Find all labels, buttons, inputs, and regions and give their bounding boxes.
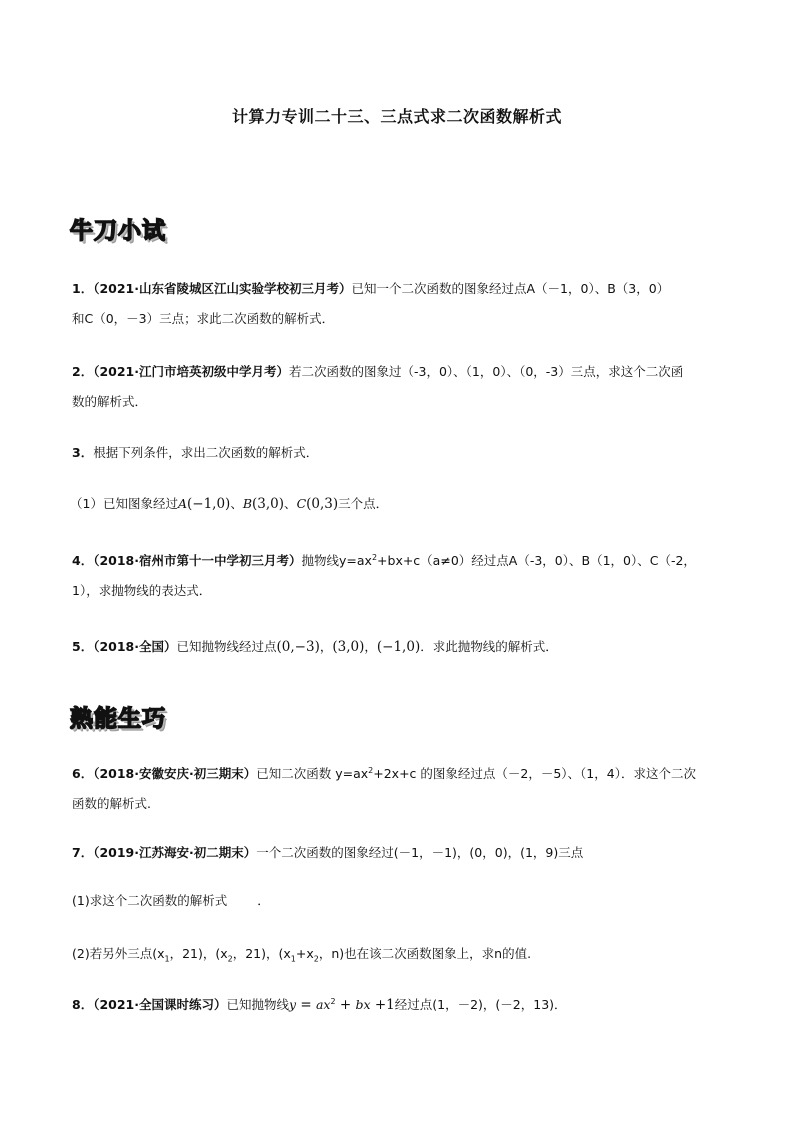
point-coordinates: (3,0) [252,496,285,512]
question-number: 2． [72,364,94,379]
section-heading-basic: 牛刀小试 [70,218,166,244]
question-text-end: 经过点(1，－2)，(－2，13)． [394,997,567,1012]
separator: 、 [284,496,297,511]
question-text: 已知抛物线经过点 [176,639,277,654]
part-text: (1)求这个二次函数的解析式 [72,893,228,908]
part-text: ，21)，(x [169,946,228,961]
question-3 [72,438,732,468]
question-4 [72,546,732,606]
question-8 [72,990,732,1020]
exponent: 2 [368,765,374,775]
question-text-end: ．求此抛物线的解析式． [420,639,558,654]
part-text: （1）已知图象经过 [70,496,178,511]
separator: ， [319,639,333,654]
question-7 [72,838,732,868]
question-2 [72,357,732,417]
part-text: ，21)，(x [232,946,291,961]
question-number: 7． [72,845,94,860]
question-text: +bx+c（a≠0）经过点A（-3，0）、B（1，0）、C（-2， [377,553,696,568]
exponent: 2 [330,996,336,1006]
part-text: ，n)也在该二次函数图象上，求n的值. [318,946,532,961]
point-label: B [242,496,253,511]
exponent: 2 [371,552,378,562]
point-coordinates: (0,3) [306,496,339,512]
question-1 [72,274,732,334]
question-number: 5． [72,639,94,654]
question-7-part-2 [72,939,732,969]
question-text: 已知一个二次函数的图象经过点A（－1，0）、B（3，0） [351,281,670,296]
question-number: 3． [72,445,94,460]
question-text: 根据下列条件，求出二次函数的解析式． [93,445,319,460]
question-6 [72,759,732,819]
question-number: 1． [72,281,94,296]
question-5 [72,632,732,662]
page-title: 计算力专训二十三、三点式求二次函数解析式 [231,107,562,126]
part-text: +x [295,946,314,961]
question-number: 4． [72,553,94,568]
question-text: 一个二次函数的图象经过(－1，－1)，(0，0)，(1，9)三点 [256,845,584,860]
question-text-continued: 和C（0，－3）三点；求此二次函数的解析式． [72,311,335,326]
question-source: （2018·宿州市第十一中学初三月考） [93,553,302,568]
point-coordinates: (3,0) [332,639,365,655]
point-coordinates: (0,−3) [276,639,320,655]
question-source: （2018·全国） [93,639,177,654]
point-coordinates: (−1,0) [376,639,421,655]
point-label: C [296,496,307,511]
question-source: （2019·江苏海安·初二期末） [93,845,257,860]
point-coordinates: (−1,0) [187,496,231,512]
question-7-part-1 [72,886,732,916]
part-text-end: ． [257,893,270,908]
equation-operator: = [296,997,316,1013]
point-label: A [177,496,187,511]
subscript: 1 [290,954,296,964]
separator: 、 [230,496,243,511]
question-text: 若二次函数的图象过（-3，0）、（1，0）、（0，-3）三点，求这个二次函 [289,364,684,379]
subscript: 1 [164,954,170,964]
question-text: 已知抛物线 [226,997,290,1012]
question-source: （2021·山东省陵城区江山实验学校初三月考） [93,281,352,296]
part-text: (2)若另外三点(x [72,946,165,961]
question-source: （2021·全国课时练习） [93,997,227,1012]
question-text-continued: 函数的解析式. [72,796,151,811]
question-text-continued: 1），求抛物线的表达式． [72,583,212,598]
equation-term: ax [315,997,331,1012]
section-heading-practice: 熟能生巧 [70,706,166,732]
equation-operator: + [335,997,356,1013]
question-number: 6． [72,766,94,781]
question-source: （2021·江门市培英初级中学月考） [93,364,289,379]
equation-term: bx [355,997,371,1012]
question-text-continued: 数的解析式． [72,394,148,409]
subscript: 2 [313,954,319,964]
question-text: 已知二次函数 y=ax [256,766,369,781]
equation-variable: y [289,997,297,1012]
question-text: +2x+c 的图象经过点（－2，－5）、（1，4）．求这个二次 [373,766,696,781]
question-source: （2018·安徽安庆·初三期末） [93,766,257,781]
question-3-part-1 [70,489,730,519]
subscript: 2 [227,954,233,964]
question-number: 8． [72,997,94,1012]
separator: ， [364,639,377,654]
question-text: 抛物线y=ax [301,553,372,568]
equation-constant: +1 [370,997,395,1013]
part-text-end: 三个点． [338,496,389,511]
